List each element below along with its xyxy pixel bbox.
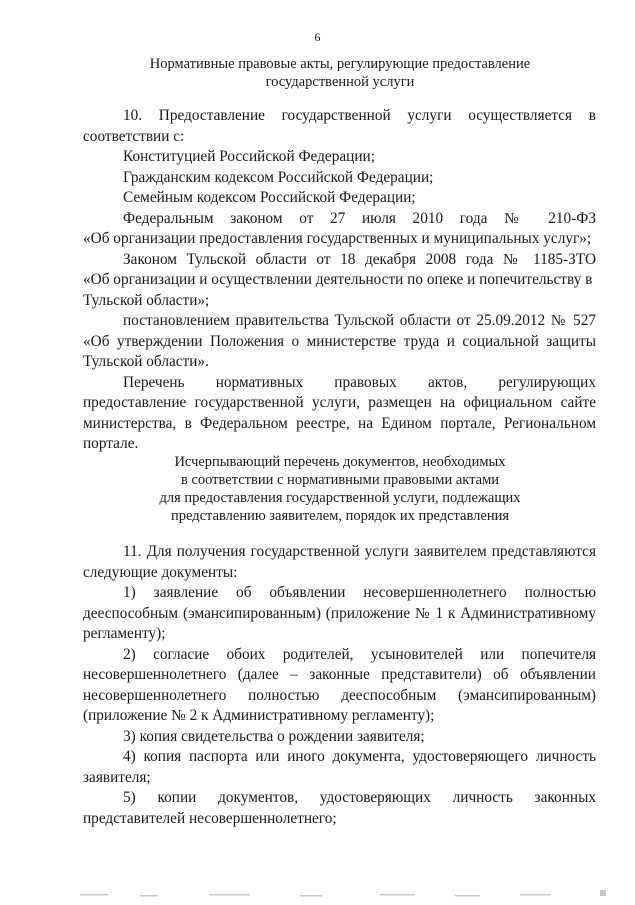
paragraph-line: Федеральным законом от 27 июля 2010 года № 210-ФЗ <box>123 209 596 227</box>
heading-line: для предоставления государственной услуги, подлежащих <box>159 490 521 506</box>
paragraph-line: соответствии с: <box>83 127 185 145</box>
heading-line: в соответствии с нормативными правовыми актами <box>180 472 500 488</box>
heading-line: государственной услуги <box>265 74 415 90</box>
paragraph-line: «Об утверждении Положения о министерстве труда и социальной защиты <box>83 332 596 350</box>
paragraph-line: постановлением правительства Тульской области от 25.09.2012 № 527 <box>123 312 596 329</box>
paragraph-line: 2) согласие обоих родителей, усыновителей или попечителя <box>123 645 596 663</box>
paragraph-line: заявителя; <box>83 768 151 786</box>
scan-noise-decoration <box>0 880 635 905</box>
paragraph-line: Конституцией Российской Федерации; <box>123 148 375 165</box>
section-heading-normative-acts <box>80 55 600 91</box>
paragraph-line: несовершеннолетнего (далее – законные представители) об объявлении <box>83 666 596 683</box>
paragraph-line: Семейным кодексом Российской Федерации; <box>123 189 416 206</box>
section-heading-documents-list <box>80 453 600 525</box>
heading-line: Исчерпывающий перечень документов, необходимых <box>174 454 506 470</box>
paragraph-line: предоставление государственной услуги, размещен на официальном сайте <box>83 394 596 411</box>
paragraph-line: Тульской области». <box>83 353 209 370</box>
heading-line: представлению заявителем, порядок их представления <box>170 508 510 524</box>
paragraph-line: 1) заявление об объявлении несовершеннолетнего полностью <box>123 584 596 601</box>
paragraph-line: портале. <box>83 435 139 452</box>
paragraph-line: дееспособным (эмансипированным) (приложение № 1 к Административному <box>83 604 596 622</box>
paragraph-line: министерства, в Федеральном реестре, на Едином портале, Региональном <box>83 414 596 432</box>
paragraph-line: представителей несовершеннолетнего; <box>83 809 337 827</box>
paragraph-line: «Об организации предоставления государственных и муниципальных услуг»; <box>83 230 592 247</box>
paragraph-line: 5) копии документов, удостоверяющих личность законных <box>123 789 596 806</box>
paragraph-line: Гражданским кодексом Российской Федерации; <box>123 168 434 186</box>
page-number: 6 <box>314 30 321 44</box>
paragraph-line: Законом Тульской области от 18 декабря 2008 года № 1185-ЗТО <box>123 250 596 268</box>
paragraph-line: «Об организации и осуществлении деятельности по опеке и попечительству в <box>83 271 593 288</box>
section-body-documents-list <box>83 542 596 829</box>
paragraph-line: следующие документы: <box>83 563 238 581</box>
paragraph-line: 3) копия свидетельства о рождении заявителя; <box>123 727 425 745</box>
paragraph-line: Тульской области»; <box>83 291 210 309</box>
paragraph-line: 11. Для получения государственной услуги заявителем представляются <box>123 543 596 560</box>
paragraph-line: регламенту); <box>83 625 166 642</box>
paragraph-line: (приложение № 2 к Административному регламенту); <box>83 707 435 724</box>
section-body-normative-acts <box>83 106 596 455</box>
heading-line: Нормативные правовые акты, регулирующие предоставление <box>149 56 531 72</box>
paragraph-line: 4) копия паспорта или иного документа, удостоверяющего личность <box>123 748 596 765</box>
paragraph-line: 10. Предоставление государственной услуги осуществляется в <box>123 107 596 124</box>
paragraph-line: несовершеннолетнего полностью дееспособным (эмансипированным) <box>83 686 596 704</box>
paragraph-line: Перечень нормативных правовых актов, регулирующих <box>123 373 596 391</box>
